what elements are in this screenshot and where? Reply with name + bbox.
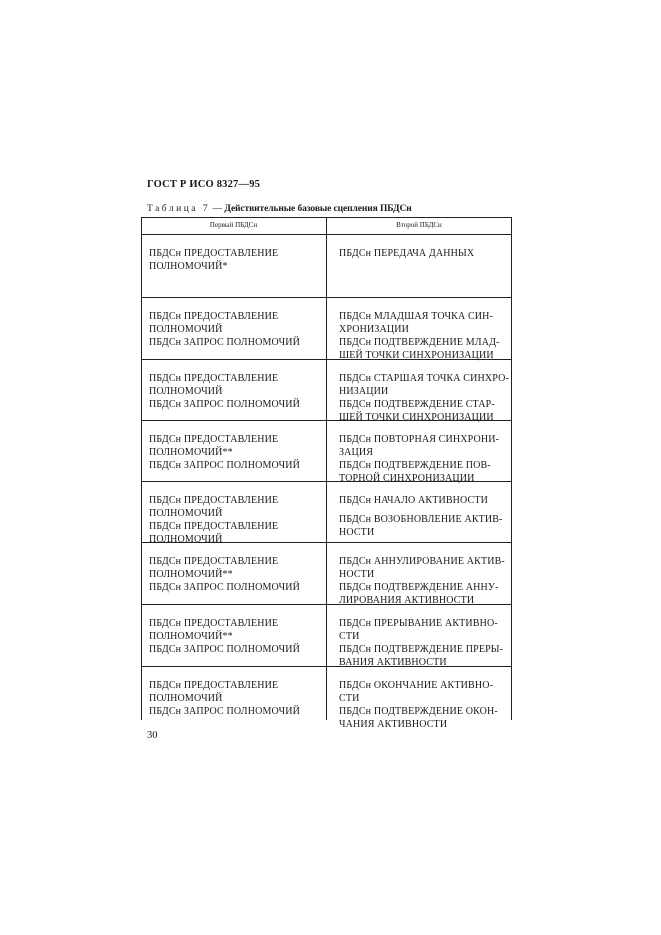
table-column-divider [326, 217, 327, 720]
cell-line: ПБДСн НАЧАЛО АКТИВНОСТИ [339, 495, 488, 506]
table-cell-second [339, 679, 498, 731]
cell-line: ПБДСн ЗАПРОС ПОЛНОМОЧИЙ [149, 582, 301, 593]
cell-line: ПБДСн ПРЕДОСТАВЛЕНИЕ [149, 680, 279, 691]
cell-line: ПОЛНОМОЧИЙ [149, 386, 223, 397]
cell-line: СТИ [339, 693, 360, 704]
cell-line: ПБДСн ПРЕДОСТАВЛЕНИЕ [149, 248, 279, 259]
cell-line: ПБДСн ЗАПРОС ПОЛНОМОЧИЙ [149, 399, 301, 410]
table-cell-first [149, 310, 300, 349]
cell-line: ПБДСн ПОДТВЕРЖДЕНИЕ МЛАД- [339, 337, 500, 348]
cell-line: ПБДСн ЗАПРОС ПОЛНОМОЧИЙ [149, 644, 301, 655]
cell-line: ЛИРОВАНИЯ АКТИВНОСТИ [339, 595, 475, 606]
column-header-second: Второй ПБДСн [396, 221, 442, 229]
cell-line: ПБДСн ПРЕДОСТАВЛЕНИЕ [149, 311, 279, 322]
cell-line: ПОЛНОМОЧИЙ [149, 534, 223, 545]
cell-line: ПБДСн ЗАПРОС ПОЛНОМОЧИЙ [149, 337, 301, 348]
table-caption-title: Действительные базовые сцепления ПБДСн [224, 204, 412, 214]
cell-line: ПБДСн АННУЛИРОВАНИЕ АКТИВ- [339, 556, 505, 567]
cell-line: ЧАНИЯ АКТИВНОСТИ [339, 719, 448, 730]
cell-line: ШЕЙ ТОЧКИ СИНХРОНИЗАЦИИ [339, 412, 494, 423]
cell-line: ПБДСн ПРЕДОСТАВЛЕНИЕ [149, 618, 279, 629]
table-caption-label: Таблица 7 [147, 204, 211, 214]
table-side-border [141, 217, 142, 720]
cell-line: ШЕЙ ТОЧКИ СИНХРОНИЗАЦИИ [339, 350, 494, 361]
cell-line: ЗАЦИЯ [339, 447, 374, 458]
cell-line: ВАНИЯ АКТИВНОСТИ [339, 657, 447, 668]
cell-line: ПБДСн ПЕРЕДАЧА ДАННЫХ [339, 248, 475, 259]
cell-line: ПБДСн ПРЕДОСТАВЛЕНИЕ [149, 373, 279, 384]
cell-line: ПБДСн ПОВТОРНАЯ СИНХРОНИ- [339, 434, 500, 445]
table-cell-first [149, 679, 300, 718]
cell-line: ПОЛНОМОЧИЙ [149, 508, 223, 519]
page-number: 30 [147, 730, 158, 741]
cell-line: ПБДСн ЗАПРОС ПОЛНОМОЧИЙ [149, 460, 301, 471]
cell-line: ПОЛНОМОЧИЙ [149, 324, 223, 335]
table-cell-second [339, 372, 509, 424]
cell-line: ПБДСн ПРЕДОСТАВЛЕНИЕ [149, 434, 279, 445]
cell-line: ПБДСн ПРЕДОСТАВЛЕНИЕ [149, 521, 279, 532]
table-cell-first [149, 494, 278, 546]
cell-line: ПОЛНОМОЧИЙ** [149, 631, 233, 642]
cell-line: ПБДСн ПРЕДОСТАВЛЕНИЕ [149, 556, 279, 567]
cell-line: ПБДСн СТАРШАЯ ТОЧКА СИНХРО- [339, 373, 509, 384]
table-cell-second [339, 310, 500, 362]
cell-line: ПБДСн ВОЗОБНОВЛЕНИЕ АКТИВ- [339, 514, 503, 525]
cell-line: ПБДСн МЛАДШАЯ ТОЧКА СИН- [339, 311, 494, 322]
table-cell-second [339, 617, 503, 669]
table-cell-first [149, 433, 300, 472]
table-cell-second [339, 494, 503, 539]
table-caption-dash: — [212, 204, 223, 214]
cell-line: ПОЛНОМОЧИЙ* [149, 261, 228, 272]
cell-line: ПБДСн ОКОНЧАНИЕ АКТИВНО- [339, 680, 494, 691]
table-cell-first [149, 247, 278, 273]
document-header: ГОСТ Р ИСО 8327—95 [147, 179, 261, 190]
cell-line: ПБДСн ПРЕРЫВАНИЕ АКТИВНО- [339, 618, 498, 629]
cell-line: СТИ [339, 631, 360, 642]
column-header-first: Первый ПБДСн [209, 221, 258, 229]
cell-line: ПБДСн ПОДТВЕРЖДЕНИЕ АННУ- [339, 582, 499, 593]
table-side-border [511, 217, 512, 720]
cell-line: ПОЛНОМОЧИЙ** [149, 447, 233, 458]
cell-line: НИЗАЦИИ [339, 386, 389, 397]
cell-line: ХРОНИЗАЦИИ [339, 324, 409, 335]
cell-line: ТОРНОЙ СИНХРОНИЗАЦИИ [339, 473, 475, 484]
table-cell-second [339, 555, 505, 607]
cell-line: ПБДСн ПОДТВЕРЖДЕНИЕ ПРЕРЫ- [339, 644, 504, 655]
cell-line: ПБДСн ПОДТВЕРЖДЕНИЕ ОКОН- [339, 706, 498, 717]
cell-line: ПБДСн ПОДТВЕРЖДЕНИЕ СТАР- [339, 399, 495, 410]
connections-table [141, 217, 512, 730]
table-cell-second [339, 247, 474, 260]
table-cell-first [149, 617, 300, 656]
cell-line: НОСТИ [339, 527, 375, 538]
table-cell-first [149, 372, 300, 411]
cell-line: ПОЛНОМОЧИЙ** [149, 569, 233, 580]
table-cell-first [149, 555, 300, 594]
cell-line: ПБДСн ЗАПРОС ПОЛНОМОЧИЙ [149, 706, 301, 717]
table-caption [147, 204, 412, 214]
cell-line: ПБДСн ПОДТВЕРЖДЕНИЕ ПОВ- [339, 460, 491, 471]
table-cell-second [339, 433, 499, 485]
cell-line: НОСТИ [339, 569, 375, 580]
cell-line: ПОЛНОМОЧИЙ [149, 693, 223, 704]
cell-line: ПБДСн ПРЕДОСТАВЛЕНИЕ [149, 495, 279, 506]
